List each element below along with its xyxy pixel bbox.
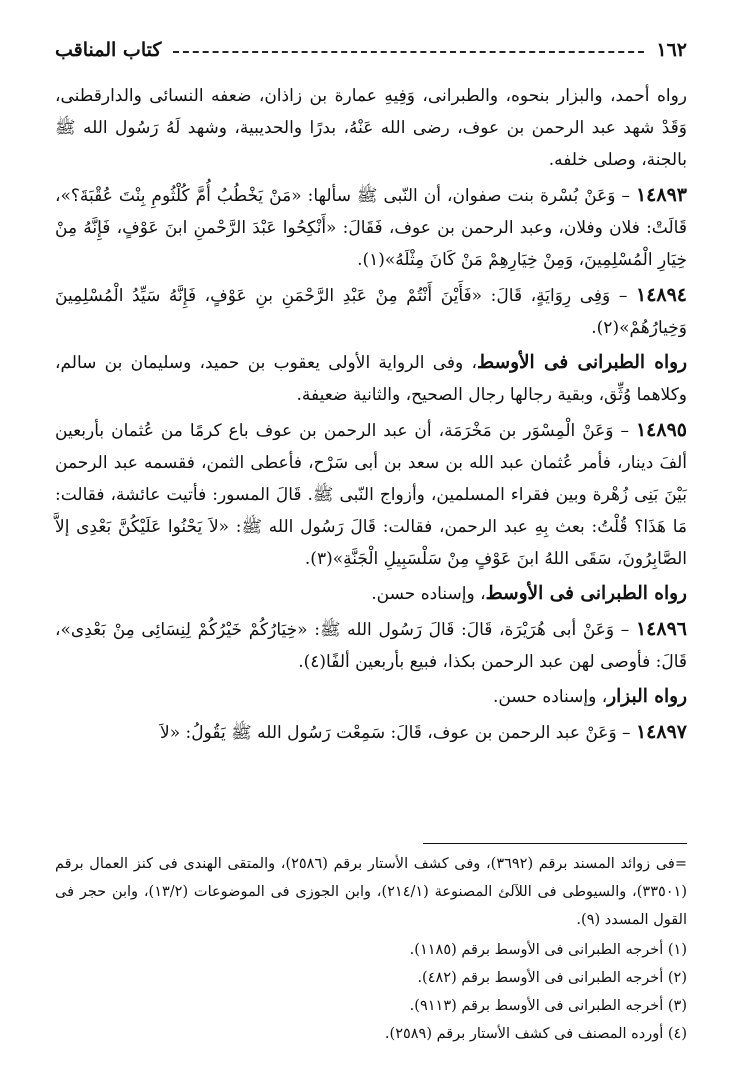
hadith-entry [55,279,687,344]
hadith-number: ١٤٨٩٤ [635,284,688,306]
paragraph-text: رواه أحمد، والبزار بنحوه، والطبرانى، وَفِيهِ عمارة بن زاذان، ضعفه النسائى والدارقطنى، وَقَدْ شهد عبد الرحمن بن عوف، رضى الله عَنْهُ، بدرًا والحديبية، وشهد لَهُ رَسُول الله ﷺ بالجنة، وصلى خلفه. [55,86,687,170]
hadith-entry [55,716,687,749]
hadith-text: – وَعَنْ الْمِسْوَر بن مَخْرَمَة، أن عبد الرحمن بن عوف باع كرمًا من عُثمان بأربعين ألفَ دينار، فأمر عُثمان عبد الله بن سعد بن أبى سَرْح، فأعطى الثمن، فقسمه عبد الرحمن بَيْنَ بَنِى زُهْرة وبين فقراء المسلمين، وأزواج النّبى ﷺ. قَالَ المسور: فأتيت عائشة، فقالت: مَا هَذَا؟ قُلْتُ: بعث بِهِ عبد الرحمن، فقالت: قَالَ رَسُول الله ﷺ: «لاَ يَحْنُوا عَلَيْكُنَّ بَعْدِى إلاَّ الصَّابِرُونَ، سَقَى اللهُ ابنَ عَوْفٍ مِنْ سَلْسَبِيلِ الْجَنَّةِ»(٣). [55,421,687,569]
footnote: (٣) أخرجه الطبرانى فى الأوسط برقم (٩١١٣). [409,998,687,1014]
source-reference: رواه البزار [607,686,687,707]
source-paragraph [55,80,687,176]
footnote: (٤) أورده المصنف فى كشف الأستار برقم (٢٥٨٩). [384,1026,687,1042]
footnote-divider [423,843,687,844]
hadith-text: – وَعَنْ عبد الرحمن بن عوف، قَالَ: سَمِعْت رَسُول الله ﷺ يَقُولُ: «لاَ [160,723,631,743]
hadith-entry [55,613,687,678]
hadith-number: ١٤٨٩٧ [635,721,687,743]
header-dashed-rule [173,51,644,53]
footnotes [55,850,687,1048]
source-reference: رواه الطبرانى فى الأوسط [477,352,688,373]
running-header [55,34,687,66]
hadith-text: – وَعَنْ بُسْرة بنت صفوان، أن النّبى ﷺ سألها: «مَنْ يَخْطُبُ أُمَّ كُلْثُومِ بِنْتَ عُقْبَةَ؟»، قَالَتْ: فلان وفلان، وعبد الرحمن بن عوف، فَقَالَ: «أَنْكِحُوا عَبْدَ الرَّحْمنِ ابنَ عَوْفٍ، فَإِنَّهُ مِنْ خِيَارِ الْمُسْلِمِينَ، وَمِنْ خِيَارِهِمْ مَنْ كَانَ مِثْلَهُ»(١). [55,186,687,270]
paragraph-text: ، وإسناده حسن. [492,687,608,707]
source-paragraph [55,578,687,610]
book-title: كتاب المناقب [55,39,162,61]
source-reference: رواه الطبرانى فى الأوسط [485,583,687,604]
hadith-entry [55,179,687,276]
hadith-entry [55,414,687,575]
footnote-continuation: =فى زوائد المسند برقم (٣٦٩٢)، وفى كشف الأستار برقم (٢٥٨٦)، والمتقى الهندى فى كنز العمال برقم (٣٣٥٠١)، والسيوطى فى اللآلئ المصنوعة (٢١٤/١)، وابن الجوزى فى الموضوعات (١٣/٢)، وابن حجر فى القول المسدد (٩). [55,856,688,928]
footnote: (١) أخرجه الطبرانى فى الأوسط برقم (١١٨٥). [409,942,687,958]
paragraph-text: ، وفى الرواية الأولى يعقوب بن حميد، وسليمان بن سالم، وكلاهما وُثِّق، وبقية رجالها رجال الصحيح، والثانية ضعيفة. [55,353,687,405]
hadith-number: ١٤٨٩٣ [635,184,687,206]
source-paragraph [55,681,687,713]
paragraph-text: ، وإسناده حسن. [371,584,486,604]
main-text [55,80,687,752]
page-number: ١٦٢ [656,39,687,61]
hadith-number: ١٤٨٩٥ [635,419,687,441]
footnote: (٢) أخرجه الطبرانى فى الأوسط برقم (٤٨٢). [417,970,687,986]
hadith-number: ١٤٨٩٦ [635,618,687,640]
hadith-text: – وَفِى رِوَايَةٍ، قَالَ: «فَأَيْنَ أَنْتُمْ مِنْ عَبْدِ الرَّحْمَنِ بنِ عَوْفٍ، فَإِنَّهُ سَيِّدُ الْمُسْلِمِينَ وَخِيارُهُمْ»(٢). [55,286,687,338]
hadith-text: – وَعَنْ أبى هُرَيْرَة، قَالَ: قَالَ رَسُول الله ﷺ: «خِيَارُكُمْ خَيْرُكُمْ لِنِسَائِى مِنْ بَعْدِى»، قَالَ: فأوصى لهن عبد الرحمن بكذا، فبيع بأربعين ألفًا(٤). [55,620,687,672]
source-paragraph [55,347,687,411]
